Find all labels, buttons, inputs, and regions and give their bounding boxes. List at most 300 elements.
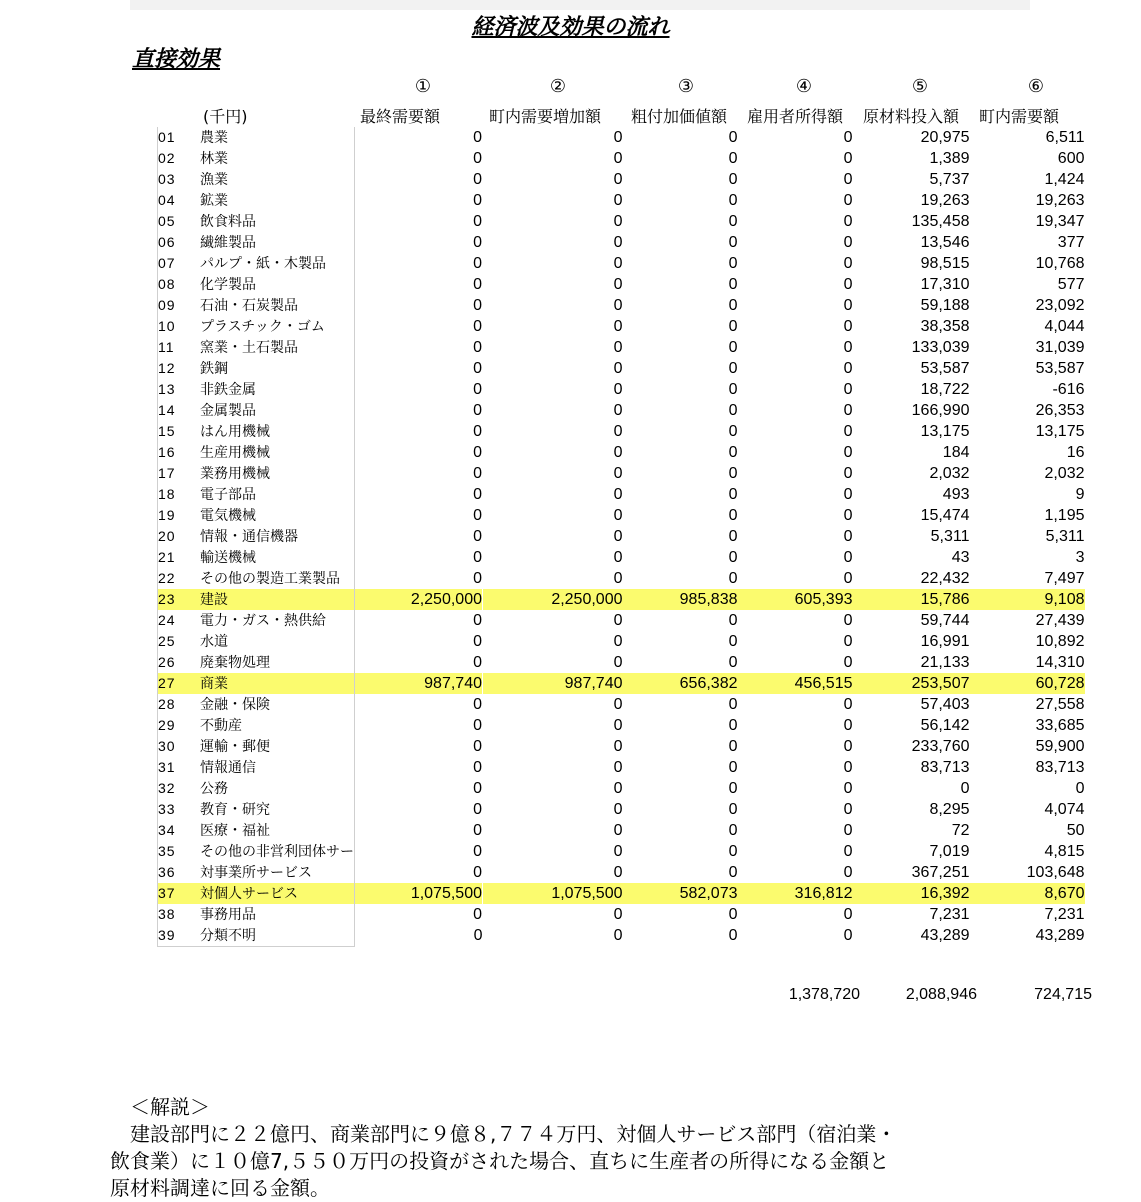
sector-code: 07	[158, 253, 201, 274]
cell-gross-value-added: 985,838	[623, 589, 738, 610]
cell-local-demand-increase: 0	[613, 381, 623, 398]
cell-local-demand: 13,175	[1035, 423, 1085, 440]
table-row	[158, 400, 1085, 421]
cell-gross-value-added: 0	[728, 906, 738, 923]
column-number-6: ⑥	[1027, 76, 1045, 97]
sector-name: パルプ・紙・木製品	[200, 253, 355, 274]
sector-name: 窯業・土石製品	[200, 337, 355, 358]
sector-name: 運輸・郵便	[200, 736, 355, 757]
cell-employee-income: 0	[843, 129, 853, 146]
cell-material-input: 21,133	[920, 654, 970, 671]
cell-employee-income: 0	[843, 297, 853, 314]
cell-local-demand-increase: 0	[613, 507, 623, 524]
cell-final-demand: 0	[473, 297, 482, 314]
table-row	[158, 589, 1085, 610]
cell-material-input: 16,392	[853, 883, 970, 904]
sector-code: 36	[158, 862, 201, 883]
sector-code: 13	[158, 379, 201, 400]
cell-gross-value-added: 0	[728, 507, 738, 524]
cell-material-input: 59,744	[920, 612, 970, 629]
cell-final-demand: 0	[473, 717, 482, 734]
sector-code: 04	[158, 190, 201, 211]
table-row	[158, 631, 1085, 652]
sector-name: 商業	[200, 673, 355, 694]
cell-gross-value-added: 0	[728, 339, 738, 356]
cell-gross-value-added: 0	[728, 822, 738, 839]
cell-final-demand: 0	[473, 234, 482, 251]
cell-final-demand: 0	[473, 696, 482, 713]
cell-material-input: 19,263	[920, 192, 970, 209]
cell-gross-value-added: 0	[728, 276, 738, 293]
cell-local-demand: 103,648	[1026, 864, 1085, 881]
cell-local-demand: 83,713	[1035, 759, 1085, 776]
cell-employee-income: 0	[843, 255, 853, 272]
cell-material-input: 8,295	[929, 801, 970, 818]
sector-name: その他の製造工業製品	[200, 568, 355, 589]
cell-gross-value-added: 0	[728, 528, 738, 545]
cell-gross-value-added: 0	[728, 927, 738, 945]
cell-gross-value-added: 0	[728, 717, 738, 734]
sector-name: 金属製品	[200, 400, 355, 421]
cell-employee-income: 0	[843, 318, 853, 335]
cell-local-demand: 4,815	[1044, 843, 1085, 860]
cell-final-demand: 0	[473, 927, 483, 945]
cell-local-demand-increase: 0	[613, 906, 623, 923]
total-local-demand: 724,715	[1034, 986, 1092, 1003]
cell-employee-income: 0	[843, 528, 853, 545]
cell-final-demand: 0	[473, 129, 482, 146]
total-material-input: 2,088,946	[905, 986, 977, 1003]
cell-material-input: 57,403	[920, 696, 970, 713]
cell-material-input: 493	[942, 486, 970, 503]
sector-name: プラスチック・ゴム	[200, 316, 355, 337]
cell-employee-income: 0	[843, 549, 853, 566]
cell-local-demand-increase: 0	[613, 360, 623, 377]
cell-gross-value-added: 0	[728, 213, 738, 230]
cell-local-demand-increase: 0	[613, 822, 623, 839]
cell-employee-income: 0	[843, 864, 853, 881]
sector-code: 14	[158, 400, 201, 421]
cell-local-demand: 16	[1066, 444, 1085, 461]
cell-local-demand-increase: 0	[613, 465, 623, 482]
cell-local-demand-increase: 0	[613, 192, 623, 209]
cell-employee-income: 0	[843, 276, 853, 293]
cell-local-demand: -616	[1052, 381, 1085, 398]
cell-employee-income: 0	[843, 192, 853, 209]
cell-material-input: 133,039	[911, 339, 970, 356]
cell-local-demand: 8,670	[970, 883, 1085, 904]
column-header-final-demand: 最終需要額	[360, 107, 441, 126]
cell-employee-income: 0	[843, 612, 853, 629]
table-row	[158, 358, 1085, 379]
column-header-employee-income: 雇用者所得額	[747, 107, 844, 126]
column-number-4: ④	[795, 76, 813, 97]
cell-local-demand: 7,231	[1044, 906, 1085, 923]
cell-local-demand-increase: 1,075,500	[483, 883, 623, 904]
cell-gross-value-added: 0	[728, 486, 738, 503]
explanation-note	[110, 1094, 1070, 1202]
sector-code: 27	[158, 673, 201, 694]
cell-employee-income: 0	[843, 402, 853, 419]
cell-local-demand: 50	[1066, 822, 1085, 839]
cell-final-demand: 0	[473, 822, 482, 839]
sector-name: 分類不明	[200, 925, 355, 947]
cell-gross-value-added: 0	[728, 360, 738, 377]
cell-local-demand-increase: 0	[613, 339, 623, 356]
sector-code: 39	[158, 925, 201, 947]
sector-code: 21	[158, 547, 201, 568]
cell-gross-value-added: 0	[728, 801, 738, 818]
cell-material-input: 53,587	[920, 360, 970, 377]
sector-code: 20	[158, 526, 201, 547]
cell-final-demand: 0	[473, 465, 482, 482]
cell-gross-value-added: 0	[728, 150, 738, 167]
cell-local-demand-increase: 0	[613, 255, 623, 272]
sector-code: 05	[158, 211, 201, 232]
cell-material-input: 0	[960, 780, 970, 797]
sector-name: 非鉄金属	[200, 379, 355, 400]
cell-local-demand-increase: 0	[613, 612, 623, 629]
cell-final-demand: 0	[473, 213, 482, 230]
sector-code: 26	[158, 652, 201, 673]
sector-code: 31	[158, 757, 201, 778]
cell-final-demand: 0	[473, 339, 482, 356]
cell-material-input: 43	[951, 549, 970, 566]
unit-label: (千円)	[203, 107, 248, 126]
sector-code: 19	[158, 505, 201, 526]
sector-code: 30	[158, 736, 201, 757]
cell-local-demand: 9	[1075, 486, 1085, 503]
sector-name: 教育・研究	[200, 799, 355, 820]
table-row	[158, 337, 1085, 358]
cell-material-input: 43,289	[920, 927, 970, 945]
cell-final-demand: 0	[473, 654, 482, 671]
sector-name: 対個人サービス	[200, 883, 355, 904]
cell-local-demand: 53,587	[1035, 360, 1085, 377]
cell-material-input: 13,175	[920, 423, 970, 440]
table-row	[158, 295, 1085, 316]
cell-gross-value-added: 0	[728, 192, 738, 209]
cell-local-demand: 3	[1075, 549, 1085, 566]
sector-code: 03	[158, 169, 201, 190]
cell-local-demand: 4,044	[1044, 318, 1085, 335]
cell-gross-value-added: 0	[728, 843, 738, 860]
cell-gross-value-added: 0	[728, 381, 738, 398]
cell-local-demand-increase: 0	[613, 759, 623, 776]
cell-material-input: 7,019	[929, 843, 970, 860]
column-header-material-input: 原材料投入額	[863, 107, 960, 126]
cell-local-demand-increase: 0	[613, 570, 623, 587]
column-number-1: ①	[414, 76, 432, 97]
cell-local-demand-increase: 0	[613, 318, 623, 335]
cell-employee-income: 0	[843, 633, 853, 650]
cell-material-input: 5,311	[930, 528, 970, 545]
sector-name: 情報通信	[200, 757, 355, 778]
cell-final-demand: 0	[473, 402, 482, 419]
cell-local-demand: 9,108	[970, 589, 1085, 610]
cell-local-demand-increase: 0	[613, 738, 623, 755]
cell-final-demand: 0	[473, 843, 482, 860]
table-row	[158, 862, 1085, 883]
cell-gross-value-added: 0	[728, 444, 738, 461]
cell-local-demand-increase: 0	[613, 864, 623, 881]
cell-local-demand-increase: 0	[613, 654, 623, 671]
sector-name: 事務用品	[200, 904, 355, 925]
table-row	[158, 694, 1085, 715]
cell-material-input: 253,507	[853, 673, 970, 694]
cell-gross-value-added: 0	[728, 297, 738, 314]
cell-gross-value-added: 0	[728, 612, 738, 629]
cell-local-demand-increase: 0	[613, 696, 623, 713]
column-number-5: ⑤	[911, 76, 929, 97]
cell-local-demand-increase: 0	[613, 717, 623, 734]
cell-final-demand: 0	[473, 360, 482, 377]
sector-code: 35	[158, 841, 201, 862]
column-number-2: ②	[549, 76, 567, 97]
table-row	[158, 841, 1085, 862]
sector-name: 繊維製品	[200, 232, 355, 253]
table-row	[158, 904, 1085, 925]
cell-local-demand-increase: 987,740	[483, 673, 623, 694]
cell-employee-income: 0	[843, 822, 853, 839]
sector-name: 対事業所サービス	[200, 862, 355, 883]
cell-material-input: 184	[942, 444, 970, 461]
page-title: 経済波及効果の流れ	[471, 15, 670, 40]
effects-table	[157, 127, 1085, 947]
cell-final-demand: 0	[473, 171, 482, 188]
cell-gross-value-added: 0	[728, 780, 738, 797]
sector-code: 34	[158, 820, 201, 841]
cell-employee-income: 0	[843, 465, 853, 482]
sector-name: 鉱業	[200, 190, 355, 211]
cell-material-input: 98,515	[920, 255, 970, 272]
cell-final-demand: 0	[473, 486, 482, 503]
table-row	[158, 169, 1085, 190]
cell-local-demand: 1,195	[1044, 507, 1085, 524]
sector-name: 情報・通信機器	[200, 526, 355, 547]
cell-gross-value-added: 0	[728, 759, 738, 776]
cell-gross-value-added: 0	[728, 318, 738, 335]
cell-material-input: 7,231	[929, 906, 970, 923]
cell-gross-value-added: 582,073	[623, 883, 738, 904]
table-row	[158, 820, 1085, 841]
cell-local-demand: 10,768	[1035, 255, 1085, 272]
cell-local-demand: 43,289	[1035, 927, 1085, 945]
cell-employee-income: 0	[843, 360, 853, 377]
cell-gross-value-added: 0	[728, 549, 738, 566]
sector-code: 24	[158, 610, 201, 631]
sector-code: 06	[158, 232, 201, 253]
column-header-local-demand-increase: 町内需要増加額	[489, 107, 602, 126]
table-row	[158, 799, 1085, 820]
cell-employee-income: 0	[843, 339, 853, 356]
cell-final-demand: 0	[473, 801, 482, 818]
cell-employee-income: 0	[843, 150, 853, 167]
cell-local-demand-increase: 0	[613, 444, 623, 461]
cell-material-input: 5,737	[929, 171, 970, 188]
cell-employee-income: 0	[843, 171, 853, 188]
sector-name: 廃棄物処理	[200, 652, 355, 673]
table-row	[158, 652, 1085, 673]
table-row	[158, 316, 1085, 337]
cell-final-demand: 0	[473, 507, 482, 524]
cell-employee-income: 0	[843, 780, 853, 797]
cell-local-demand-increase: 0	[613, 486, 623, 503]
cell-employee-income: 0	[843, 570, 853, 587]
cell-final-demand: 2,250,000	[355, 589, 483, 610]
cell-material-input: 83,713	[920, 759, 970, 776]
cell-local-demand-increase: 0	[613, 843, 623, 860]
cell-final-demand: 0	[473, 633, 482, 650]
cell-local-demand: 33,685	[1035, 717, 1085, 734]
cell-local-demand-increase: 0	[613, 423, 623, 440]
cell-employee-income: 0	[843, 444, 853, 461]
cell-gross-value-added: 0	[728, 696, 738, 713]
cell-material-input: 367,251	[911, 864, 970, 881]
sector-name: 林業	[200, 148, 355, 169]
cell-employee-income: 0	[843, 906, 853, 923]
cell-local-demand-increase: 0	[613, 801, 623, 818]
table-row	[158, 883, 1085, 904]
cell-employee-income: 0	[843, 738, 853, 755]
table-row	[158, 610, 1085, 631]
table-row	[158, 232, 1085, 253]
cell-final-demand: 0	[473, 549, 482, 566]
cell-final-demand: 0	[473, 759, 482, 776]
sector-code: 38	[158, 904, 201, 925]
cell-employee-income: 0	[843, 234, 853, 251]
section-title: 直接効果	[132, 47, 221, 72]
table-row	[158, 379, 1085, 400]
cell-local-demand-increase: 0	[613, 528, 623, 545]
sector-code: 09	[158, 295, 201, 316]
cell-local-demand: 7,497	[1044, 570, 1085, 587]
sector-name: その他の非営利団体サー	[200, 841, 355, 862]
sector-code: 16	[158, 442, 201, 463]
cell-final-demand: 0	[473, 738, 482, 755]
total-employee-income: 1,378,720	[788, 986, 860, 1003]
sector-code: 02	[158, 148, 201, 169]
cell-local-demand-increase: 2,250,000	[483, 589, 623, 610]
cell-material-input: 15,786	[853, 589, 970, 610]
table-row	[158, 463, 1085, 484]
sector-code: 12	[158, 358, 201, 379]
sector-name: 化学製品	[200, 274, 355, 295]
sector-name: 輸送機械	[200, 547, 355, 568]
cell-final-demand: 0	[473, 381, 482, 398]
sector-name: 電力・ガス・熱供給	[200, 610, 355, 631]
table-row	[158, 274, 1085, 295]
sector-name: 飲食料品	[200, 211, 355, 232]
sector-code: 25	[158, 631, 201, 652]
cell-local-demand-increase: 0	[613, 549, 623, 566]
cell-gross-value-added: 0	[728, 654, 738, 671]
sector-name: 電子部品	[200, 484, 355, 505]
cell-local-demand: 577	[1057, 276, 1085, 293]
cell-final-demand: 0	[473, 192, 482, 209]
cell-material-input: 38,358	[920, 318, 970, 335]
cell-gross-value-added: 0	[728, 570, 738, 587]
cell-local-demand: 27,558	[1035, 696, 1085, 713]
cell-local-demand: 27,439	[1035, 612, 1085, 629]
cell-gross-value-added: 0	[728, 171, 738, 188]
column-number-3: ③	[677, 76, 695, 97]
sector-name: 石油・石炭製品	[200, 295, 355, 316]
cell-employee-income: 605,393	[738, 589, 853, 610]
cell-final-demand: 0	[473, 318, 482, 335]
cell-material-input: 56,142	[920, 717, 970, 734]
cell-final-demand: 0	[473, 255, 482, 272]
sector-name: 電気機械	[200, 505, 355, 526]
table-row	[158, 484, 1085, 505]
table-row	[158, 253, 1085, 274]
cell-gross-value-added: 0	[728, 402, 738, 419]
cell-local-demand: 23,092	[1035, 297, 1085, 314]
cell-local-demand-increase: 0	[613, 927, 623, 945]
sector-code: 28	[158, 694, 201, 715]
cell-employee-income: 0	[843, 381, 853, 398]
cell-material-input: 15,474	[920, 507, 970, 524]
sector-code: 29	[158, 715, 201, 736]
cell-material-input: 2,032	[929, 465, 970, 482]
sector-name: 漁業	[200, 169, 355, 190]
cell-employee-income: 0	[843, 507, 853, 524]
cell-material-input: 20,975	[920, 129, 970, 146]
cell-local-demand: 59,900	[1035, 738, 1085, 755]
table-row	[158, 757, 1085, 778]
sector-name: 農業	[200, 127, 355, 148]
note-line: 建設部門に２２億円、商業部門に９億８,７７４万円、対個人サービス部門（宿泊業・	[110, 1122, 897, 1146]
sector-name: 水道	[200, 631, 355, 652]
cell-final-demand: 0	[473, 906, 482, 923]
cell-local-demand-increase: 0	[613, 150, 623, 167]
table-row	[158, 148, 1085, 169]
table-row	[158, 736, 1085, 757]
sector-name: 鉄鋼	[200, 358, 355, 379]
cell-local-demand: 31,039	[1035, 339, 1085, 356]
cell-gross-value-added: 0	[728, 129, 738, 146]
cell-employee-income: 0	[843, 654, 853, 671]
table-row	[158, 673, 1085, 694]
cell-employee-income: 0	[843, 843, 853, 860]
cell-local-demand-increase: 0	[613, 402, 623, 419]
sector-code: 01	[158, 127, 201, 148]
cell-local-demand: 26,353	[1035, 402, 1085, 419]
cell-local-demand-increase: 0	[613, 234, 623, 251]
note-line: 飲食業）に１０億7,５５０万円の投資がされた場合、直ちに生産者の所得になる金額と	[110, 1149, 890, 1173]
cell-gross-value-added: 0	[728, 465, 738, 482]
table-row	[158, 778, 1085, 799]
cell-local-demand: 19,347	[1035, 213, 1085, 230]
cell-employee-income: 0	[843, 927, 853, 945]
cell-material-input: 135,458	[911, 213, 970, 230]
table-row	[158, 526, 1085, 547]
cell-gross-value-added: 0	[728, 864, 738, 881]
cell-employee-income: 0	[843, 696, 853, 713]
cell-employee-income: 0	[843, 423, 853, 440]
cell-employee-income: 0	[843, 801, 853, 818]
table-row	[158, 442, 1085, 463]
cell-local-demand: 4,074	[1044, 801, 1085, 818]
cell-employee-income: 316,812	[738, 883, 853, 904]
table-row	[158, 547, 1085, 568]
cell-local-demand: 0	[1075, 780, 1085, 797]
cell-gross-value-added: 0	[728, 738, 738, 755]
cell-material-input: 59,188	[920, 297, 970, 314]
cell-gross-value-added: 656,382	[623, 673, 738, 694]
table-row	[158, 190, 1085, 211]
cell-local-demand-increase: 0	[613, 213, 623, 230]
